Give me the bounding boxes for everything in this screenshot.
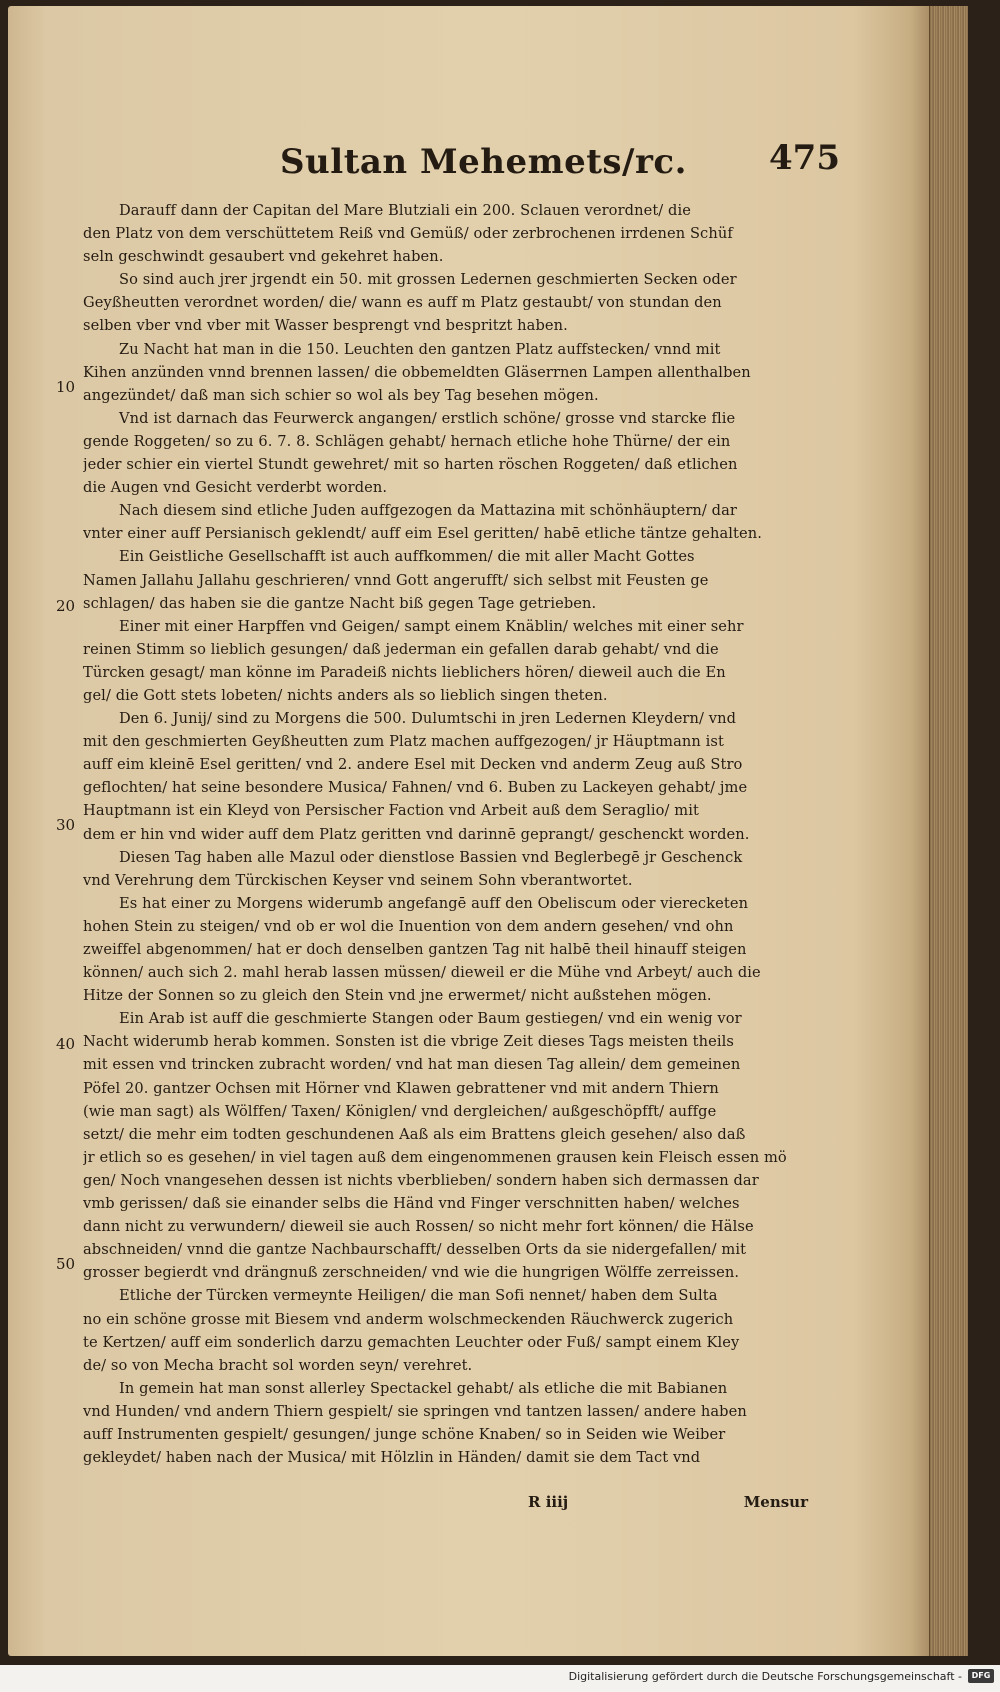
text-line: Kihen anzünden vnnd brennen lassen/ die obbemeldten Gläserrnen Lampen allenthalben bbox=[83, 363, 751, 381]
text-line: Pöfel 20. gantzer Ochsen mit Hörner vnd Klawen gebrattener vnd mit andern Thiern bbox=[83, 1079, 719, 1097]
text-line: schlagen/ das haben sie die gantze Nacht biß gegen Tage getrieben. bbox=[83, 594, 597, 612]
line-number-40: 40 bbox=[56, 1035, 76, 1053]
catchword: Mensur bbox=[743, 1493, 808, 1511]
credit-bar bbox=[0, 1665, 1000, 1692]
text-line: gel/ die Gott stets lobeten/ nichts anders als so lieblich singen theten. bbox=[83, 686, 608, 704]
text-line: dann nicht zu verwundern/ dieweil sie auch Rossen/ so nicht mehr fort können/ die Hälse bbox=[83, 1218, 754, 1236]
text-line: zweiffel abgenommen/ hat er doch denselben gantzen Tag nit halbē theil hinauff steigen bbox=[83, 941, 747, 958]
text-line: auff eim kleinē Esel geritten/ vnd 2. andere Esel mit Decken vnd anderm Zeug auß Stro bbox=[83, 756, 743, 774]
text-line: Nach diesem sind etliche Juden auffgezogen da Mattazina mit schönhäuptern/ dar bbox=[119, 502, 737, 520]
page-footer bbox=[83, 1493, 808, 1517]
text-line: (wie man sagt) als Wölffen/ Taxen/ Königlen/ vnd dergleichen/ außgeschöpfft/ auffge bbox=[83, 1102, 717, 1120]
text-line: Den 6. Junij/ sind zu Morgens die 500. Dulumtschi in jren Ledernen Kleydern/ vnd bbox=[119, 710, 737, 728]
running-head: Sultan Mehemets/rc. bbox=[280, 142, 687, 182]
text-line: Hauptmann ist ein Kleyd von Persischer Faction vnd Arbeit auß dem Seraglio/ mit bbox=[83, 802, 699, 820]
text-line: Türcken gesagt/ man könne im Paradeiß nichts lieblichers hören/ dieweil auch die En bbox=[83, 663, 726, 681]
text-line: Ein Geistliche Gesellschafft ist auch auffkommen/ die mit aller Macht Gottes bbox=[119, 548, 695, 566]
text-line: jr etlich so es gesehen/ in viel tagen auß dem eingenommenen grausen kein Fleisch essen mö bbox=[83, 1148, 787, 1166]
page-header bbox=[280, 138, 840, 202]
text-line: Hitze der Sonnen so zu gleich den Stein vnd jne erwermet/ nicht außstehen mögen. bbox=[83, 987, 712, 1005]
text-line: selben vber vnd vber mit Wasser besprengt vnd bespritzt haben. bbox=[83, 317, 568, 335]
text-line: no ein schöne grosse mit Biesem vnd anderm wolschmeckenden Räuchwerck zugerich bbox=[83, 1310, 734, 1328]
line-number-50: 50 bbox=[56, 1255, 76, 1273]
page-fore-edge bbox=[929, 6, 968, 1656]
text-line: seln geschwindt gesaubert vnd gekehret haben. bbox=[83, 248, 444, 266]
signature-mark: R iiij bbox=[528, 1493, 569, 1511]
text-line: Ein Arab ist auff die geschmierte Stangen oder Baum gestiegen/ vnd ein wenig vor bbox=[119, 1010, 742, 1028]
text-line: geflochten/ hat seine besondere Musica/ Fahnen/ vnd 6. Buben zu Lackeyen gehabt/ jme bbox=[83, 779, 748, 797]
text-line: können/ auch sich 2. mahl herab lassen müssen/ dieweil er die Mühe vnd Arbeyt/ auch die bbox=[83, 964, 761, 982]
text-line: Einer mit einer Harpffen vnd Geigen/ sampt einem Knäblin/ welches mit einer sehr bbox=[119, 617, 744, 635]
text-line: So sind auch jrer jrgendt ein 50. mit grossen Ledernen geschmierten Secken oder bbox=[119, 271, 737, 289]
text-line: mit essen vnd trincken zubracht worden/ vnd hat man diesen Tag allein/ dem gemeinen bbox=[83, 1056, 741, 1074]
text-line: vnter einer auff Persianisch geklendt/ auff eim Esel geritten/ habē etliche täntze gehalten. bbox=[83, 525, 762, 543]
text-line: Vnd ist darnach das Feurwerck angangen/ erstlich schöne/ grosse vnd starcke flie bbox=[119, 409, 736, 427]
text-line: Etliche der Türcken vermeynte Heiligen/ die man Sofi nennet/ haben dem Sulta bbox=[119, 1287, 718, 1305]
text-line: In gemein hat man sonst allerley Spectackel gehabt/ als etliche die mit Babianen bbox=[119, 1379, 728, 1397]
text-line: gekleydet/ haben nach der Musica/ mit Hölzlin in Händen/ damit sie dem Tact vnd bbox=[83, 1449, 701, 1467]
body-text bbox=[83, 199, 808, 1469]
text-line: Darauff dann der Capitan del Mare Blutziali ein 200. Sclauen verordnet/ die bbox=[119, 202, 691, 219]
text-line: angezündet/ daß man sich schier so wol als bey Tag besehen mögen. bbox=[83, 386, 599, 404]
text-line: Namen Jallahu Jallahu geschrieren/ vnnd Gott angerufft/ sich selbst mit Feusten ge bbox=[83, 571, 709, 589]
text-line: gen/ Noch vnangesehen dessen ist nichts vberblieben/ sondern haben sich dermassen dar bbox=[83, 1171, 759, 1189]
text-line: den Platz von dem verschüttetem Reiß vnd Gemüß/ oder zerbrochenen irrdenen Schüf bbox=[83, 225, 733, 243]
text-line: Es hat einer zu Morgens widerumb angefangē auff den Obeliscum oder vierecketen bbox=[119, 894, 749, 912]
text-line: hohen Stein zu steigen/ vnd ob er wol die Inuention von dem andern gesehen/ vnd ohn bbox=[83, 917, 734, 935]
text-line: jeder schier ein viertel Stundt gewehret/ mit so harten röschen Roggeten/ daß etlichen bbox=[83, 456, 738, 474]
text-line: dem er hin vnd wider auff dem Platz geritten vnd darinnē geprangt/ geschenckt worden. bbox=[83, 825, 750, 843]
text-line: vmb gerissen/ daß sie einander selbs die Händ vnd Finger verschnitten haben/ welches bbox=[83, 1195, 740, 1213]
text-line: vnd Verehrung dem Türckischen Keyser vnd seinem Sohn vberantwortet. bbox=[83, 871, 633, 889]
text-line: gende Roggeten/ so zu 6. 7. 8. Schlägen gehabt/ hernach etliche hohe Thürne/ der ein bbox=[83, 432, 731, 450]
text-line: Nacht widerumb herab kommen. Sonsten ist die vbrige Zeit dieses Tags meisten theils bbox=[83, 1033, 735, 1051]
line-number-10: 10 bbox=[56, 378, 76, 396]
text-line: te Kertzen/ auff eim sonderlich darzu gemachten Leuchter oder Fuß/ sampt einem Kley bbox=[83, 1333, 740, 1351]
text-line: abschneiden/ vnnd die gantze Nachbaurschafft/ desselben Orts da sie nidergefallen/ mit bbox=[83, 1241, 747, 1259]
text-line: Geyßheutten verordnet worden/ die/ wann es auff m Platz gestaubt/ von stundan den bbox=[83, 294, 722, 312]
text-line: setzt/ die mehr eim todten geschundenen Aaß als eim Brattens gleich gesehen/ also daß bbox=[83, 1125, 746, 1143]
text-line: mit den geschmierten Geyßheutten zum Platz machen auffgezogen/ jr Häuptmann ist bbox=[83, 733, 724, 751]
text-line: Diesen Tag haben alle Mazul oder dienstlose Bassien vnd Beglerbegē jr Geschenck bbox=[119, 848, 743, 866]
text-line: auff Instrumenten gespielt/ gesungen/ junge schöne Knaben/ so in Seiden wie Weiber bbox=[83, 1425, 726, 1443]
text-line: vnd Hunden/ vnd andern Thiern gespielt/ sie springen vnd tantzen lassen/ andere haben bbox=[83, 1402, 747, 1420]
text-line: grosser begierdt vnd drängnuß zerschneiden/ vnd wie die hungrigen Wölffe zerreissen. bbox=[83, 1264, 740, 1282]
line-number-30: 30 bbox=[56, 816, 76, 834]
line-number-20: 20 bbox=[56, 597, 76, 615]
text-line: de/ so von Mecha bracht sol worden seyn/ verehret. bbox=[83, 1356, 473, 1374]
text-line: reinen Stimm so lieblich gesungen/ daß jederman ein gefallen darab gehabt/ vnd die bbox=[83, 640, 719, 658]
dfg-logo: DFG bbox=[968, 1669, 994, 1683]
text-line: die Augen vnd Gesicht verderbt worden. bbox=[83, 479, 388, 497]
text-line: Zu Nacht hat man in die 150. Leuchten den gantzen Platz auffstecken/ vnnd mit bbox=[119, 340, 721, 358]
page-number: 475 bbox=[769, 138, 840, 178]
funding-credit: Digitalisierung gefördert durch die Deutsche Forschungsgemeinschaft - bbox=[568, 1670, 962, 1683]
